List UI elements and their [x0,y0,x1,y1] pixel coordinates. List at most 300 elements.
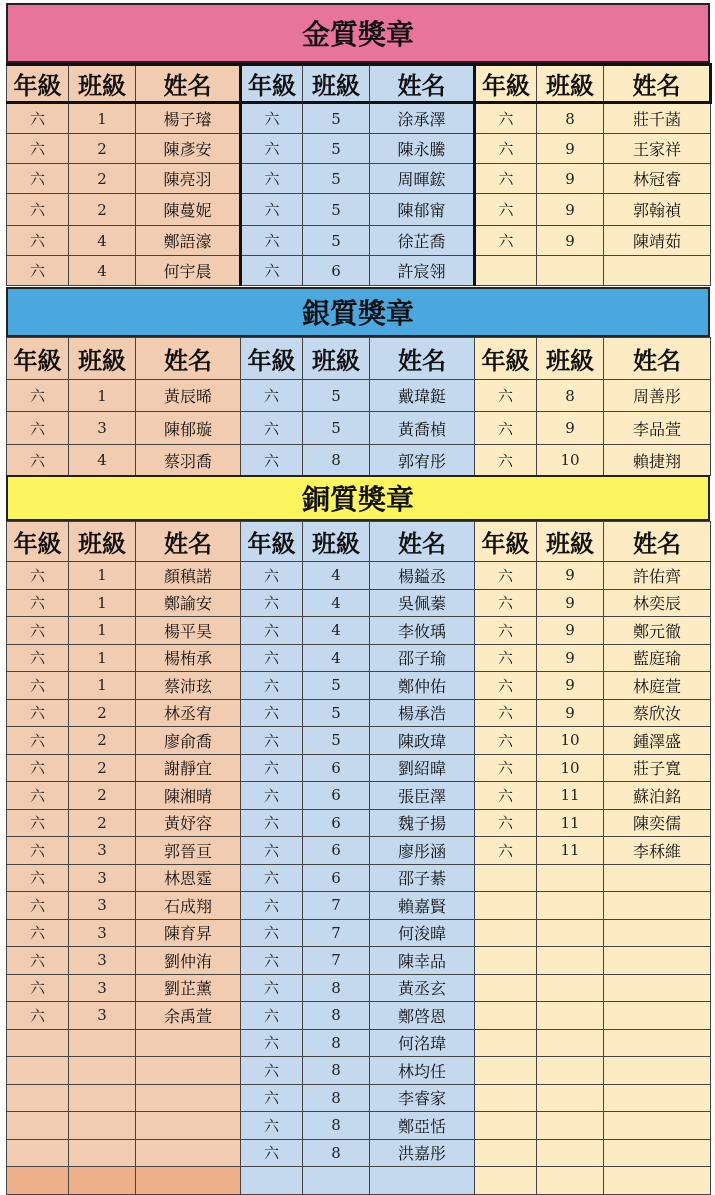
header-grade: 年級 [241,338,303,380]
cell-name: 林丞宥 [136,699,241,727]
cell-grade [475,1002,537,1030]
cell-class [537,1084,604,1112]
cell-grade [475,974,537,1002]
cell-grade [475,1084,537,1112]
table-row [7,672,711,700]
header-grade: 年級 [475,338,537,380]
table-row [7,892,711,920]
table-row [7,1002,711,1030]
cell-grade [7,1029,69,1057]
cell-name: 林均任 [370,1057,475,1085]
cell-grade: 六 [241,754,303,782]
cell-class [537,947,604,975]
cell-class: 1 [69,562,136,590]
cell-grade: 六 [475,226,537,256]
cell-grade: 六 [241,919,303,947]
bronze-medal-table [6,521,711,1195]
cell-grade: 六 [475,672,537,700]
cell-name: 賴捷翔 [604,445,711,476]
cell-class: 9 [537,617,604,645]
cell-class: 5 [303,699,370,727]
cell-grade: 六 [475,562,537,590]
cell-name: 楊栯承 [136,644,241,672]
cell-grade: 六 [241,103,303,134]
cell-name [136,1139,241,1167]
cell-name: 郭晉亘 [136,837,241,865]
cell-name: 謝靜宜 [136,754,241,782]
cell-class: 6 [303,809,370,837]
cell-grade [7,1139,69,1167]
cell-class: 5 [303,226,370,256]
cell-grade: 六 [475,617,537,645]
cell-grade: 六 [241,380,303,412]
cell-name: 李秝維 [604,837,711,865]
cell-class: 8 [303,1029,370,1057]
cell-name [604,1112,711,1140]
table-row [7,194,711,226]
cell-grade: 六 [7,974,69,1002]
cell-grade: 六 [7,589,69,617]
cell-name: 林奕辰 [604,589,711,617]
cell-grade [475,1167,537,1195]
table-row [7,134,711,164]
cell-name: 劉仲洧 [136,947,241,975]
cell-name: 莊千菡 [604,103,711,134]
cell-name: 廖彤涵 [370,837,475,865]
cell-name: 林恩霆 [136,864,241,892]
cell-name [604,1057,711,1085]
cell-class [537,919,604,947]
cell-class: 8 [303,1002,370,1030]
cell-name: 李攸瑀 [370,617,475,645]
cell-grade: 六 [241,589,303,617]
table-row [7,445,711,476]
cell-name: 陳湘晴 [136,782,241,810]
cell-grade: 六 [241,562,303,590]
cell-name: 鄭元徹 [604,617,711,645]
cell-grade: 六 [7,672,69,700]
cell-grade: 六 [241,864,303,892]
table-row [7,562,711,590]
cell-name: 余禹萱 [136,1002,241,1030]
cell-class: 4 [69,226,136,256]
cell-class: 9 [537,589,604,617]
cell-name [604,947,711,975]
cell-name [136,1029,241,1057]
cell-grade: 六 [241,617,303,645]
cell-grade: 六 [241,226,303,256]
cell-class: 3 [69,919,136,947]
cell-name [370,1167,475,1195]
cell-grade [475,256,537,286]
cell-name: 楊子璿 [136,103,241,134]
cell-name: 陳郁璇 [136,412,241,445]
table-row [7,1029,711,1057]
cell-name: 賴嘉賢 [370,892,475,920]
cell-name: 鄭語濠 [136,226,241,256]
cell-grade: 六 [241,164,303,194]
cell-class [69,1084,136,1112]
cell-grade: 六 [7,380,69,412]
cell-grade: 六 [7,699,69,727]
cell-class [69,1029,136,1057]
cell-name: 何浚暐 [370,919,475,947]
cell-name: 陳靖茹 [604,226,711,256]
silver-medal-title: 銀質獎章 [6,287,710,337]
cell-class: 6 [303,864,370,892]
header-class: 班級 [69,522,136,562]
cell-class [69,1112,136,1140]
cell-class [537,1139,604,1167]
cell-grade: 六 [7,782,69,810]
cell-name: 林庭萱 [604,672,711,700]
cell-class: 9 [537,226,604,256]
cell-class: 2 [69,194,136,226]
cell-class: 7 [303,919,370,947]
cell-name: 陳郁甯 [370,194,475,226]
cell-grade: 六 [241,1112,303,1140]
cell-grade: 六 [475,164,537,194]
cell-class: 3 [69,974,136,1002]
table-row [7,1167,711,1195]
cell-class: 3 [69,412,136,445]
table-row [7,864,711,892]
cell-class: 2 [69,134,136,164]
cell-name [604,1139,711,1167]
header-name: 姓名 [136,65,241,103]
cell-class: 6 [303,754,370,782]
cell-grade: 六 [241,974,303,1002]
table-row [7,919,711,947]
header-class: 班級 [537,522,604,562]
table-row [7,1084,711,1112]
cell-class [537,1029,604,1057]
cell-name: 陳幸品 [370,947,475,975]
table-row [7,103,711,134]
cell-class [537,974,604,1002]
cell-grade: 六 [241,445,303,476]
cell-class [537,1002,604,1030]
cell-grade: 六 [475,782,537,810]
cell-class: 9 [537,699,604,727]
cell-grade [475,919,537,947]
cell-grade: 六 [7,445,69,476]
cell-name: 魏子揚 [370,809,475,837]
header-class: 班級 [69,338,136,380]
table-row [7,837,711,865]
cell-name: 莊子寬 [604,754,711,782]
cell-class [303,1167,370,1195]
cell-class: 3 [69,892,136,920]
cell-grade: 六 [7,1002,69,1030]
cell-grade: 六 [241,837,303,865]
table-row [7,256,711,286]
cell-name [136,1112,241,1140]
cell-grade: 六 [7,809,69,837]
cell-grade: 六 [475,754,537,782]
cell-name: 陳永騰 [370,134,475,164]
header-class: 班級 [303,338,370,380]
cell-grade: 六 [7,134,69,164]
cell-grade: 六 [7,892,69,920]
cell-name: 陳育昇 [136,919,241,947]
table-row [7,754,711,782]
cell-class: 8 [303,1112,370,1140]
cell-grade [475,947,537,975]
cell-grade: 六 [241,1139,303,1167]
cell-class: 5 [303,194,370,226]
cell-name: 陳蔓妮 [136,194,241,226]
cell-class: 1 [69,380,136,412]
cell-name [604,1167,711,1195]
cell-class: 10 [537,445,604,476]
cell-name: 黃妤容 [136,809,241,837]
cell-name [604,892,711,920]
cell-grade: 六 [7,947,69,975]
cell-class [537,864,604,892]
cell-grade: 六 [7,727,69,755]
cell-grade [475,1139,537,1167]
cell-name: 洪嘉彤 [370,1139,475,1167]
cell-grade [475,1112,537,1140]
table-row [7,1112,711,1140]
cell-name: 李品萱 [604,412,711,445]
cell-name: 鄭亞恬 [370,1112,475,1140]
header-name: 姓名 [136,522,241,562]
cell-grade [475,1029,537,1057]
cell-name: 顏稹諾 [136,562,241,590]
cell-grade [7,1084,69,1112]
gold-medal-table [6,63,712,286]
cell-name: 蘇泊銘 [604,782,711,810]
cell-grade [475,1057,537,1085]
cell-class: 4 [303,617,370,645]
cell-name: 蔡沛玹 [136,672,241,700]
cell-name: 周暉鋐 [370,164,475,194]
cell-name: 蔡羽喬 [136,445,241,476]
cell-grade [7,1167,69,1195]
cell-grade: 六 [475,103,537,134]
cell-name: 楊鎰丞 [370,562,475,590]
cell-grade [7,1112,69,1140]
cell-name: 楊平昊 [136,617,241,645]
table-row [7,380,711,412]
cell-grade: 六 [241,1029,303,1057]
header-class: 班級 [69,65,136,103]
cell-grade: 六 [241,699,303,727]
cell-grade: 六 [7,644,69,672]
cell-name: 黃喬楨 [370,412,475,445]
header-grade: 年級 [241,65,303,103]
header-grade: 年級 [7,522,69,562]
cell-grade: 六 [7,754,69,782]
cell-name [136,1057,241,1085]
header-grade: 年級 [475,522,537,562]
table-row [7,947,711,975]
cell-grade: 六 [241,727,303,755]
cell-grade [241,1167,303,1195]
cell-class: 9 [537,164,604,194]
cell-class: 6 [303,782,370,810]
table-row [7,1057,711,1085]
header-class: 班級 [303,65,370,103]
cell-grade: 六 [475,727,537,755]
cell-class [69,1139,136,1167]
cell-class: 5 [303,380,370,412]
cell-grade: 六 [241,644,303,672]
cell-class: 8 [537,380,604,412]
cell-class: 5 [303,672,370,700]
cell-class: 9 [537,644,604,672]
cell-class: 6 [303,256,370,286]
cell-name [604,1029,711,1057]
cell-class: 2 [69,754,136,782]
cell-class: 1 [69,589,136,617]
cell-grade: 六 [241,194,303,226]
cell-grade: 六 [475,699,537,727]
header-grade: 年級 [475,65,537,103]
cell-name: 張臣澤 [370,782,475,810]
cell-name: 鄭仲佑 [370,672,475,700]
cell-name: 李睿家 [370,1084,475,1112]
cell-grade: 六 [7,617,69,645]
cell-name: 廖俞喬 [136,727,241,755]
cell-grade: 六 [475,134,537,164]
table-row [7,412,711,445]
cell-class: 8 [303,974,370,1002]
cell-class: 8 [303,1057,370,1085]
cell-grade: 六 [241,809,303,837]
cell-name: 許宸翎 [370,256,475,286]
cell-name: 吳佩蓁 [370,589,475,617]
cell-class: 11 [537,782,604,810]
cell-class: 4 [303,562,370,590]
cell-grade: 六 [7,837,69,865]
table-row [7,974,711,1002]
cell-grade: 六 [241,892,303,920]
table-row [7,644,711,672]
cell-name: 蔡欣汝 [604,699,711,727]
cell-name: 邵子瑜 [370,644,475,672]
cell-grade: 六 [241,412,303,445]
cell-grade: 六 [241,1002,303,1030]
cell-grade: 六 [7,226,69,256]
cell-grade: 六 [475,589,537,617]
cell-class: 8 [303,445,370,476]
cell-name: 郭宥彤 [370,445,475,476]
cell-name: 鄭啓恩 [370,1002,475,1030]
cell-grade: 六 [241,672,303,700]
cell-name [136,1084,241,1112]
cell-class: 9 [537,562,604,590]
cell-grade: 六 [475,809,537,837]
cell-class: 5 [303,134,370,164]
silver-medal-table [6,337,711,476]
table-row [7,809,711,837]
cell-class: 3 [69,1002,136,1030]
cell-name: 林冠睿 [604,164,711,194]
cell-class: 7 [303,892,370,920]
cell-class: 3 [69,947,136,975]
table-row [7,226,711,256]
cell-class: 8 [303,1084,370,1112]
header-class: 班級 [303,522,370,562]
cell-grade [475,892,537,920]
cell-class: 3 [69,837,136,865]
cell-name: 涂承澤 [370,103,475,134]
cell-grade: 六 [475,194,537,226]
cell-grade: 六 [475,412,537,445]
cell-name: 何宇晨 [136,256,241,286]
cell-class: 7 [303,947,370,975]
cell-name [604,256,711,286]
cell-name [136,1167,241,1195]
table-row [7,164,711,194]
cell-name: 徐芷喬 [370,226,475,256]
gold-medal-title: 金質獎章 [6,3,710,63]
cell-class: 9 [537,412,604,445]
header-name: 姓名 [370,65,475,103]
cell-name: 黃丞玄 [370,974,475,1002]
cell-name: 鄭諭安 [136,589,241,617]
cell-name [604,919,711,947]
cell-class: 3 [69,864,136,892]
cell-class: 5 [303,412,370,445]
cell-class [537,1057,604,1085]
cell-grade: 六 [7,103,69,134]
cell-class [537,1112,604,1140]
cell-class: 11 [537,837,604,865]
cell-name [604,1002,711,1030]
cell-name: 劉紹暐 [370,754,475,782]
table-row [7,617,711,645]
cell-name [604,1084,711,1112]
cell-grade: 六 [7,194,69,226]
cell-class [69,1167,136,1195]
cell-class: 2 [69,699,136,727]
cell-name [604,974,711,1002]
cell-class: 5 [303,103,370,134]
cell-class [69,1057,136,1085]
cell-class: 2 [69,164,136,194]
header-class: 班級 [537,338,604,380]
header-name: 姓名 [136,338,241,380]
cell-class: 8 [537,103,604,134]
cell-class: 4 [69,445,136,476]
table-row [7,1139,711,1167]
cell-grade: 六 [241,782,303,810]
header-name: 姓名 [370,522,475,562]
cell-grade: 六 [241,947,303,975]
cell-class: 1 [69,103,136,134]
cell-class: 5 [303,727,370,755]
cell-class: 11 [537,809,604,837]
cell-class: 10 [537,727,604,755]
header-class: 班級 [537,65,604,103]
cell-class: 9 [537,194,604,226]
cell-class: 1 [69,672,136,700]
cell-class [537,256,604,286]
bronze-medal-title: 銅質獎章 [6,475,710,521]
cell-class: 2 [69,727,136,755]
cell-class: 9 [537,672,604,700]
header-grade: 年級 [241,522,303,562]
cell-name: 戴瑋鋌 [370,380,475,412]
cell-grade: 六 [241,1057,303,1085]
cell-class: 9 [537,134,604,164]
cell-class: 1 [69,617,136,645]
cell-name: 王家祥 [604,134,711,164]
